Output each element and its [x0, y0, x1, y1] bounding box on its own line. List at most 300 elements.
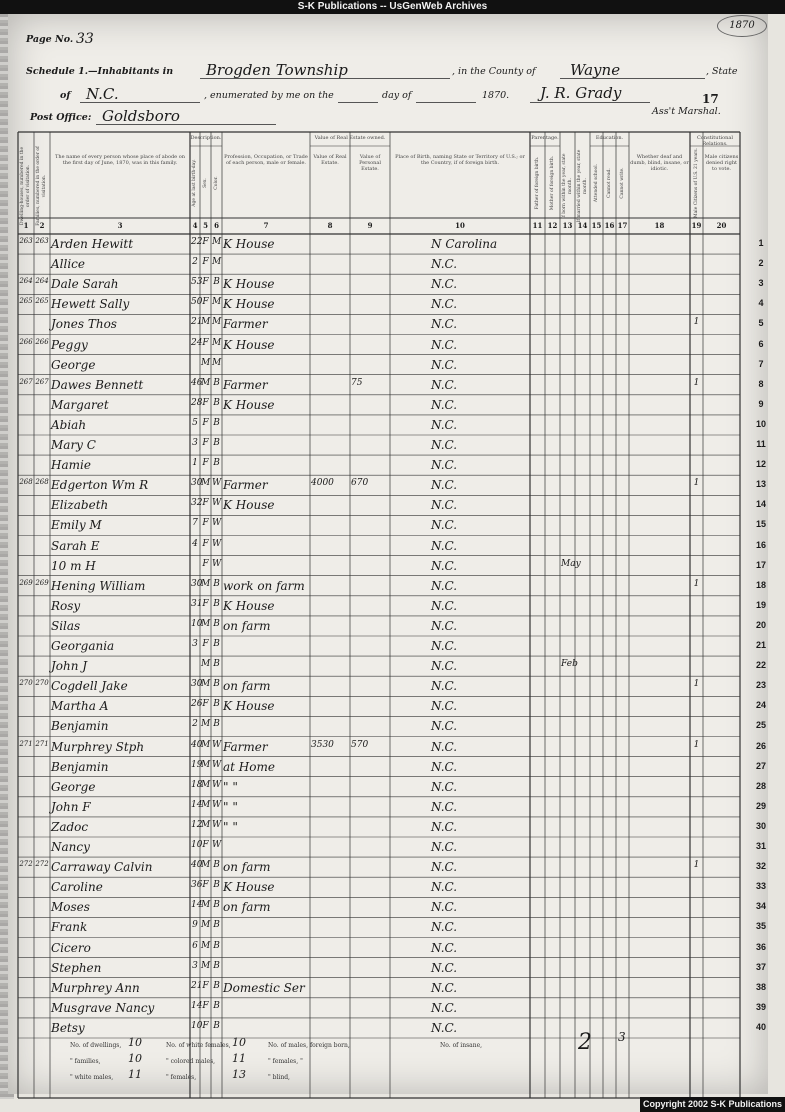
- row-number: 31: [755, 841, 766, 851]
- cell-name: Frank: [51, 920, 88, 935]
- cell-birth: N.C.: [431, 478, 458, 493]
- row-number: 37: [755, 961, 766, 972]
- day-label: day of: [382, 90, 412, 101]
- column-header-14: If married within the year, state month.: [576, 149, 588, 223]
- cell-dw: 268: [19, 478, 33, 487]
- cell-color: B: [213, 438, 220, 448]
- cell-sex: M: [201, 819, 211, 830]
- cell-age: 9: [192, 920, 198, 931]
- cell-dw: 271: [19, 739, 33, 748]
- cell-color: B: [213, 960, 220, 971]
- cell-name: Cicero: [51, 940, 91, 955]
- cell-color: B: [213, 578, 220, 589]
- cell-sex: M: [201, 920, 211, 931]
- cell-color: W: [212, 799, 222, 810]
- cell-birth: N.C.: [431, 417, 458, 432]
- cell-sex: F: [202, 1000, 209, 1011]
- column-header-8: Value of Real Estate.: [313, 154, 347, 166]
- cell-birth: N.C.: [431, 840, 458, 854]
- cell-color: B: [213, 920, 220, 931]
- cell-name: Peggy: [51, 337, 88, 352]
- cell-birth: N.C.: [431, 297, 458, 312]
- cell-color: B: [213, 1000, 220, 1011]
- column-header-1: Dwelling-houses, numbered in the order of visitation.: [20, 146, 31, 226]
- cell-age: 2: [192, 719, 198, 730]
- page-number: 33: [76, 31, 94, 47]
- cell-sex: M: [201, 578, 211, 589]
- cell-occ: on farm: [223, 618, 271, 633]
- cell-birth: N.C.: [431, 357, 458, 372]
- cell-color: W: [212, 840, 222, 850]
- cell-color: B: [213, 639, 220, 649]
- cell-age: 50: [191, 297, 203, 308]
- cell-fam: 264: [35, 277, 49, 286]
- cell-color: M: [212, 317, 222, 328]
- cell-color: B: [213, 1020, 220, 1031]
- cell-birth: N.C.: [431, 1000, 458, 1015]
- column-number-5: 5: [203, 221, 208, 230]
- cell-name: Edgerton Wm R: [51, 478, 149, 493]
- row-number: 2: [758, 258, 764, 269]
- cell-c19: 1: [693, 578, 700, 589]
- cell-sex: F: [202, 458, 209, 469]
- cell-name: 10 m H: [51, 558, 96, 573]
- cell-fam: 271: [35, 739, 49, 748]
- cell-age: 40: [191, 739, 203, 750]
- cell-sex: F: [202, 498, 209, 509]
- cell-name: Zadoc: [51, 819, 89, 834]
- cell-fam: 265: [35, 297, 49, 306]
- row-number: 40: [755, 1021, 766, 1032]
- cell-birth: N.C.: [431, 538, 458, 553]
- column-number-20: 20: [716, 221, 727, 230]
- cell-age: 30: [191, 578, 203, 589]
- cell-name: Silas: [51, 618, 81, 633]
- cell-name: Georgania: [51, 639, 115, 653]
- column-header-19: Male Citizens of U.S. 21 years.: [693, 148, 699, 218]
- cell-age: 28: [191, 397, 203, 408]
- column-header-3: The name of every person whose place of abode on the first day of June, 1870, was in this family.: [55, 154, 185, 166]
- year-stamp: 1870: [717, 15, 767, 37]
- cell-dw: 263: [19, 237, 33, 245]
- cell-age: 36: [191, 880, 203, 891]
- cell-name: Moses: [51, 900, 90, 915]
- cell-age: 31: [191, 598, 203, 609]
- cell-dw: 270: [19, 679, 33, 688]
- row-number: 25: [755, 720, 766, 731]
- cell-birth: N.C.: [431, 618, 458, 633]
- column-number-15: 15: [591, 221, 602, 230]
- cell-name: Sarah E: [51, 538, 100, 553]
- cell-sex: F: [202, 538, 209, 549]
- column-number-10: 10: [455, 221, 465, 230]
- footer-dwellings-label: No. of dwellings,: [70, 1042, 122, 1049]
- cell-birth: N.C.: [431, 699, 458, 714]
- enumerated-label: , enumerated by me on the: [204, 90, 334, 101]
- cell-sex: F: [202, 699, 209, 710]
- cell-sex: M: [201, 759, 211, 770]
- cell-name: Musgrave Nancy: [51, 1000, 155, 1015]
- row-number: 34: [755, 901, 766, 912]
- cell-occ: work on farm: [223, 578, 305, 593]
- column-number-3: 3: [117, 221, 123, 230]
- row-number: 1: [758, 238, 764, 248]
- cell-name: Jones Thos: [51, 317, 117, 332]
- cell-color: B: [213, 618, 220, 629]
- cell-sex: M: [201, 940, 211, 951]
- row-number: 8: [758, 378, 764, 389]
- cell-age: 30: [191, 679, 203, 690]
- row-number: 16: [755, 539, 766, 550]
- cell-age: 5: [192, 417, 198, 428]
- cell-occ: " ": [223, 779, 238, 794]
- footer-blind-label: " blind,: [268, 1074, 290, 1081]
- row-number: 30: [755, 820, 766, 831]
- row-number: 33: [755, 881, 766, 892]
- cell-birth: N.C.: [431, 1020, 458, 1035]
- row-number: 4: [758, 298, 764, 309]
- year-value: 1870.: [482, 90, 510, 101]
- cell-pers: 570: [351, 739, 369, 750]
- cell-sex: F: [202, 880, 209, 891]
- cell-color: B: [213, 679, 220, 690]
- cell-color: M: [212, 297, 222, 308]
- cell-occ: at Home: [223, 759, 275, 774]
- cell-name: Margaret: [51, 397, 109, 412]
- group-header-education: Education.: [595, 135, 624, 141]
- page-number-label: Page No.: [26, 34, 74, 45]
- cell-color: B: [213, 719, 220, 730]
- cell-name: Dawes Bennett: [51, 377, 144, 392]
- cell-fam: 272: [35, 860, 49, 869]
- cell-occ: K House: [223, 699, 275, 714]
- cell-sex: M: [201, 900, 211, 911]
- row-number: 10: [755, 418, 766, 429]
- column-number-11: 11: [532, 221, 543, 230]
- marshal-label: Ass't Marshal.: [652, 106, 721, 117]
- row-number: 27: [755, 760, 766, 771]
- cell-color: W: [212, 498, 222, 509]
- cell-occ: on farm: [223, 900, 271, 915]
- cell-occ: on farm: [223, 860, 271, 875]
- cell-sex: M: [201, 960, 211, 971]
- cell-c13: May: [561, 558, 581, 569]
- cell-age: 24: [191, 337, 203, 348]
- row-number: 13: [755, 479, 766, 490]
- cell-birth: N.C.: [431, 819, 458, 834]
- cell-birth: N.C.: [431, 900, 458, 915]
- cell-name: Rosy: [51, 598, 81, 613]
- column-header-2: Families, numbered in the order of visitation.: [36, 146, 47, 226]
- cell-c19: 1: [693, 860, 700, 871]
- cell-occ: K House: [223, 397, 275, 412]
- group-header-value: Value of Real Estate owned.: [314, 135, 386, 141]
- cell-color: B: [213, 377, 220, 388]
- cell-age: 3: [192, 639, 198, 649]
- cell-age: 14: [191, 1000, 203, 1011]
- cell-color: B: [213, 598, 220, 609]
- cell-sex: M: [201, 719, 211, 730]
- column-header-17: Cannot write.: [619, 167, 625, 199]
- cell-birth: N.C.: [431, 739, 458, 754]
- column-number-18: 18: [654, 221, 665, 230]
- footer-tally-b: 3: [618, 1030, 626, 1044]
- cell-birth: N.C.: [431, 397, 458, 412]
- cell-sex: F: [202, 840, 209, 850]
- row-number: 24: [755, 700, 766, 711]
- footer-families-value: 10: [128, 1052, 142, 1065]
- cell-sex: F: [202, 297, 209, 308]
- sheet-number: 17: [702, 92, 719, 106]
- cell-occ: " ": [223, 819, 238, 834]
- footer-colored-females-value: 13: [232, 1068, 246, 1081]
- cell-birth: N.C.: [431, 277, 458, 292]
- cell-age: 3: [192, 438, 198, 448]
- cell-sex: F: [202, 598, 209, 609]
- cell-sex: M: [201, 478, 211, 489]
- cell-age: 21: [191, 980, 203, 991]
- cell-sex: F: [202, 417, 209, 428]
- cell-color: W: [212, 759, 222, 770]
- cell-color: W: [212, 518, 222, 529]
- column-header-5: Sex.: [202, 178, 208, 188]
- marshal-signature: J. R. Grady: [540, 84, 622, 102]
- cell-birth: N.C.: [431, 518, 458, 533]
- cell-sex: M: [201, 357, 211, 368]
- cell-name: Emily M: [51, 518, 102, 533]
- cell-birth: N.C.: [431, 799, 458, 814]
- cell-pers: 670: [351, 478, 369, 489]
- cell-age: 26: [191, 699, 203, 710]
- cell-fam: 268: [35, 478, 49, 487]
- cell-color: B: [213, 980, 220, 991]
- column-number-13: 13: [562, 221, 573, 230]
- footer-insane-label: No. of insane,: [440, 1042, 483, 1049]
- cell-sex: F: [202, 257, 209, 268]
- cell-age: 18: [191, 779, 203, 790]
- cell-age: 53: [191, 277, 203, 288]
- cell-age: 32: [191, 498, 203, 509]
- row-number: 28: [755, 780, 766, 791]
- cell-age: 2: [192, 257, 198, 268]
- column-header-11: Father of foreign birth.: [534, 156, 540, 210]
- column-header-15: Attended school.: [593, 163, 599, 203]
- footer-colored-females-label: " females,: [166, 1074, 197, 1081]
- schedule-label: Schedule 1.—Inhabitants in: [26, 66, 174, 77]
- footer-white-females-value: 10: [232, 1036, 246, 1049]
- cell-name: John F: [51, 799, 91, 814]
- cell-name: Carraway Calvin: [51, 860, 153, 875]
- column-number-19: 19: [691, 221, 702, 230]
- cell-fam: 267: [35, 377, 49, 386]
- cell-sex: M: [201, 317, 211, 328]
- of-label: of: [60, 90, 71, 101]
- group-header-constitutional: Constitutional Relations.: [697, 135, 733, 147]
- cell-color: W: [212, 779, 222, 790]
- column-header-6: Color.: [213, 176, 219, 190]
- cell-age: 1: [192, 458, 198, 469]
- cell-birth: N.C.: [431, 257, 458, 272]
- cell-occ: K House: [223, 598, 275, 613]
- cell-name: Hening William: [51, 578, 146, 593]
- cell-color: M: [212, 257, 222, 268]
- cell-sex: M: [201, 779, 211, 790]
- cell-birth: N Carolina: [431, 237, 498, 251]
- row-number: 23: [755, 680, 766, 691]
- cell-occ: Farmer: [223, 478, 268, 493]
- footer-white-males-value: 11: [128, 1068, 142, 1081]
- column-number-2: 2: [39, 221, 45, 230]
- county-label: , in the County of: [452, 66, 536, 77]
- cell-name: Dale Sarah: [51, 277, 119, 292]
- cell-real: 3530: [311, 739, 334, 750]
- cell-birth: N.C.: [431, 377, 458, 392]
- cell-name: Hewett Sally: [51, 297, 130, 312]
- footer-white-females-label: No. of white females,: [166, 1042, 231, 1049]
- copyright-banner: Copyright 2002 S-K Publications: [640, 1097, 785, 1112]
- column-number-16: 16: [604, 221, 615, 230]
- cell-dw: 264: [19, 277, 33, 286]
- county-value: Wayne: [570, 61, 621, 79]
- cell-dw: 266: [19, 337, 33, 346]
- cell-occ: on farm: [223, 679, 271, 694]
- cell-c19: 1: [693, 317, 700, 328]
- cell-age: 14: [191, 900, 203, 911]
- cell-name: Caroline: [51, 880, 103, 895]
- cell-age: 10: [191, 1020, 203, 1031]
- cell-sex: M: [201, 679, 211, 690]
- cell-dw: 269: [19, 578, 33, 587]
- cell-name: Hamie: [51, 458, 91, 473]
- footer-foreign-females-label: " females, ": [268, 1058, 303, 1065]
- cell-age: 10: [191, 618, 203, 629]
- cell-birth: N.C.: [431, 498, 458, 513]
- column-number-9: 9: [367, 221, 373, 230]
- cell-age: 6: [192, 940, 198, 951]
- cell-birth: N.C.: [431, 458, 458, 473]
- cell-color: B: [213, 699, 220, 710]
- cell-occ: Farmer: [223, 317, 268, 332]
- cell-birth: N.C.: [431, 860, 458, 875]
- cell-fam: 266: [35, 337, 49, 346]
- cell-color: B: [213, 900, 220, 911]
- cell-sex: F: [202, 639, 209, 649]
- cell-occ: K House: [223, 498, 275, 513]
- row-number: 6: [758, 338, 764, 349]
- column-header-10: Place of Birth, naming State or Territory of U.S.; or the Country, if of foreign birth.: [395, 154, 525, 166]
- cell-c19: 1: [693, 679, 700, 690]
- row-number: 36: [755, 941, 766, 952]
- column-number-17: 17: [617, 221, 628, 230]
- post-office-value: Goldsboro: [102, 107, 180, 125]
- cell-fam: 263: [35, 237, 49, 245]
- row-number: 14: [755, 499, 766, 510]
- cell-color: W: [212, 739, 222, 750]
- cell-name: Elizabeth: [51, 498, 109, 513]
- column-number-14: 14: [577, 221, 588, 230]
- cell-birth: N.C.: [431, 980, 458, 995]
- cell-color: W: [212, 538, 222, 549]
- cell-birth: N.C.: [431, 679, 458, 694]
- state-value: N.C.: [86, 85, 119, 103]
- cell-color: B: [213, 417, 220, 428]
- cell-name: George: [51, 779, 96, 794]
- cell-name: Allice: [51, 257, 86, 272]
- cell-sex: F: [202, 237, 209, 247]
- cell-birth: N.C.: [431, 317, 458, 332]
- cell-sex: F: [202, 438, 209, 448]
- cell-birth: N.C.: [431, 940, 458, 955]
- footer-tally-a: 2: [578, 1030, 592, 1055]
- cell-sex: M: [201, 377, 211, 388]
- cell-sex: M: [201, 799, 211, 810]
- cell-name: Murphrey Ann: [51, 980, 140, 995]
- cell-birth: N.C.: [431, 598, 458, 613]
- cell-color: M: [212, 237, 222, 247]
- cell-birth: N.C.: [431, 880, 458, 895]
- cell-birth: N.C.: [431, 558, 458, 573]
- cell-name: Stephen: [51, 960, 102, 975]
- column-number-1: 1: [23, 221, 29, 230]
- footer-colored-males-label: " colored males,: [166, 1058, 216, 1065]
- cell-color: B: [213, 277, 220, 288]
- footer-foreign-males-label: No. of males, foreign born,: [268, 1042, 350, 1049]
- cell-occ: K House: [223, 880, 275, 895]
- row-number: 9: [758, 398, 764, 409]
- cell-dw: 265: [19, 297, 33, 306]
- cell-birth: N.C.: [431, 759, 458, 774]
- column-header-4: Age at last birth-day.: [192, 159, 197, 207]
- cell-name: Cogdell Jake: [51, 679, 128, 694]
- cell-sex: F: [202, 277, 209, 288]
- cell-color: B: [213, 880, 220, 891]
- cell-birth: N.C.: [431, 719, 458, 734]
- cell-color: W: [212, 558, 222, 569]
- cell-birth: N.C.: [431, 438, 458, 452]
- cell-sex: M: [201, 659, 211, 670]
- cell-name: George: [51, 357, 96, 372]
- cell-color: M: [212, 357, 222, 368]
- column-number-8: 8: [327, 221, 333, 230]
- cell-color: W: [212, 819, 222, 830]
- cell-real: 4000: [311, 478, 334, 489]
- column-header-18: Whether deaf and dumb, blind, insane, or idiotic.: [630, 154, 689, 172]
- cell-birth: N.C.: [431, 659, 458, 674]
- row-number: 39: [755, 1001, 766, 1012]
- cell-c19: 1: [693, 739, 700, 750]
- group-header-description: Description.: [190, 135, 222, 141]
- row-number: 20: [755, 619, 766, 630]
- cell-c19: 1: [693, 377, 700, 388]
- cell-age: 3: [192, 960, 198, 971]
- cell-occ: K House: [223, 297, 275, 312]
- cell-occ: K House: [223, 277, 275, 292]
- cell-color: M: [212, 337, 222, 348]
- column-number-4: 4: [192, 221, 198, 230]
- column-header-20: Male citizens denied right to vote.: [704, 154, 739, 172]
- cell-occ: Farmer: [223, 739, 268, 754]
- row-number: 5: [758, 318, 764, 329]
- cell-name: Benjamin: [51, 759, 109, 774]
- cell-birth: N.C.: [431, 779, 458, 794]
- cell-c13: Feb: [561, 659, 578, 670]
- column-header-16: Cannot read.: [606, 168, 612, 198]
- row-number: 19: [755, 599, 766, 610]
- cell-occ: " ": [223, 799, 238, 814]
- cell-dw: 267: [19, 377, 33, 386]
- cell-birth: N.C.: [431, 337, 458, 352]
- cell-name: John J: [51, 659, 88, 674]
